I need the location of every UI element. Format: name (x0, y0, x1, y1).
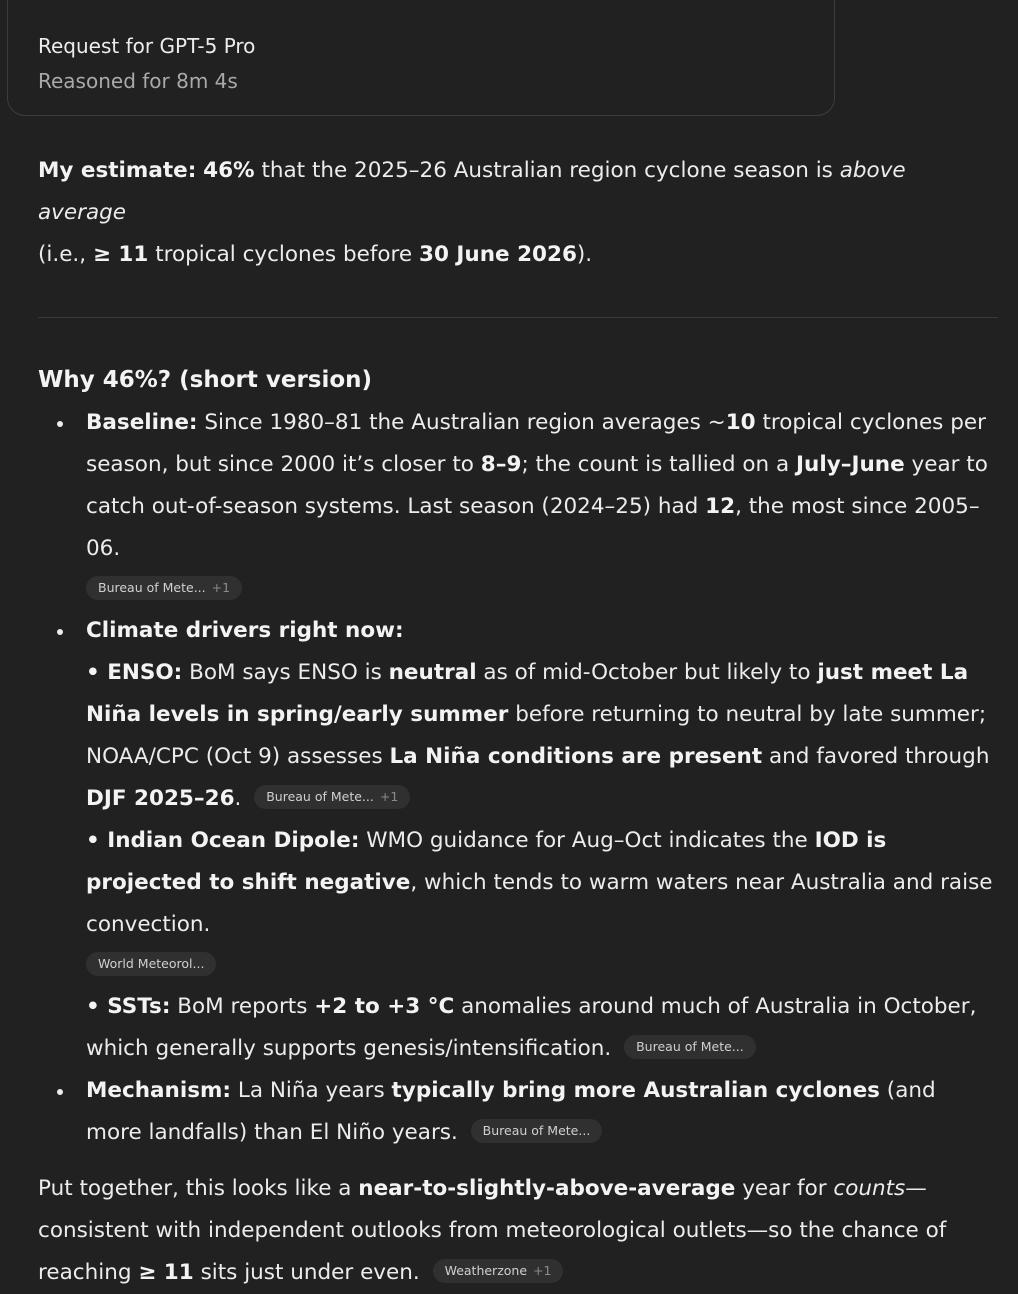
citation-chip[interactable]: Bureau of Mete... (624, 1035, 756, 1059)
section-heading: Why 46%? (short version) (38, 367, 373, 393)
citation-chip[interactable]: World Meteorol... (86, 952, 216, 976)
estimate-paragraph: My estimate: 46% that the 2025–26 Australian region cyclone season is above average (i.e., ≥ 11 tropical cyclones before 30 June 2026). (38, 158, 906, 267)
citation-chip[interactable]: Bureau of Mete... (471, 1119, 603, 1143)
sub-item-enso: • ENSO: BoM says ENSO is neutral as of mid-October but likely to just meet La Niña levels in spring/early summer before returning to neutral by late summer; NOAA/CPC (Oct 9) assesses La Niña conditions are present and favored through DJF 2025–26. Bureau of Mete... +1 (86, 660, 990, 811)
sub-item-iod: • Indian Ocean Dipole: WMO guidance for Aug–Oct indicates the IOD is projected to shift negative, which tends to warm waters near Australia and raise convection. (86, 828, 993, 937)
assistant-message (38, 150, 998, 1294)
sub-item-sst: • SSTs: BoM reports +2 to +3 °C anomalies around much of Australia in October, which generally supports genesis/intensification. Bureau of Mete... (86, 994, 977, 1061)
request-title: Request for GPT-5 Pro (38, 34, 256, 58)
reasoning-duration[interactable]: Reasoned for 8m 4s (38, 69, 238, 93)
citation-chip[interactable]: Bureau of Mete... +1 (86, 576, 242, 600)
request-card[interactable] (7, 0, 835, 116)
citation-chip[interactable]: Weatherzone +1 (433, 1259, 564, 1283)
summary-paragraph: Put together, this looks like a near-to-slightly-above-average year for counts—consistent with independent outlooks from meteorological outlets—so the chance of reaching ≥ 11 sits just under even. Weatherzone +1 (38, 1176, 947, 1285)
list-item-mechanism: Mechanism: La Niña years typically bring more Australian cyclones (and more landfalls) than El Niño years. Bureau of Mete... (38, 1070, 998, 1154)
divider (38, 317, 998, 318)
citation-chip[interactable]: Bureau of Mete... +1 (254, 785, 410, 809)
reasons-list (38, 402, 998, 1154)
list-item-climate-drivers: Climate drivers right now: • ENSO: BoM says ENSO is neutral as of mid-October but likely to just meet La Niña levels in spring/early summer before returning to neutral by late summer; NOAA/CPC (Oct 9) assesses La Niña conditions are present and favored through DJF 2025–26. Bureau of Mete... +1 • Indian Ocean Dipole: WMO guidance for Aug–Oct indicates the IOD is projected to shift negative, which tends to warm waters near Australia and raise convection. World Meteorol... • SSTs: BoM reports +2 to +3 °C anomalies around much of Australia in October, which generally supports genesis/intensification. Bureau of Mete... (38, 610, 998, 1070)
list-item-baseline: Baseline: Since 1980–81 the Australian region averages ~10 tropical cyclones per season, but since 2000 it’s closer to 8–9; the count is tallied on a July–June year to catch out-of-season systems. Last season (2024–25) had 12, the most since 2005–06. Bureau of Mete... +1 (38, 402, 998, 610)
